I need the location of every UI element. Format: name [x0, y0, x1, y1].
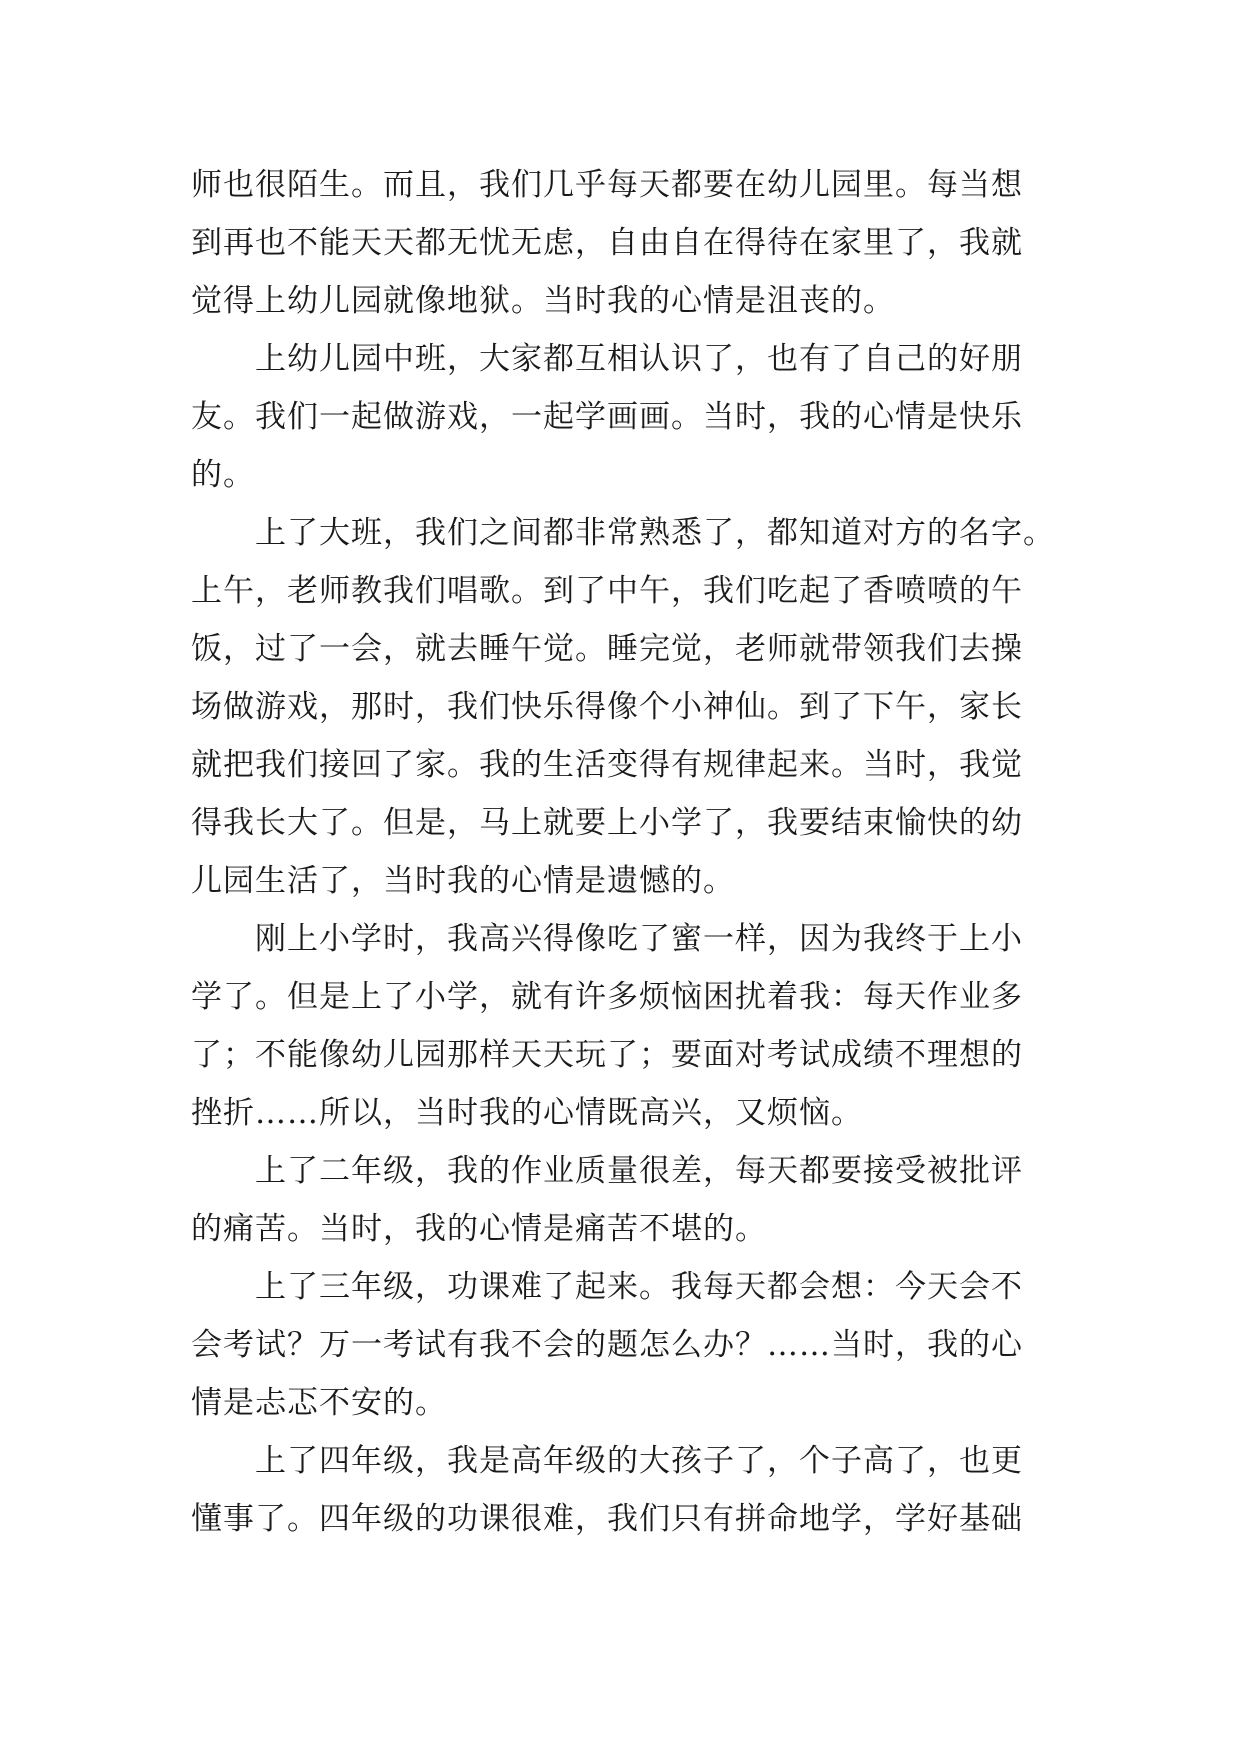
text-line: 懂事了。四年级的功课很难，我们只有拼命地学，学好基础 [191, 1501, 1023, 1537]
text-line: 场做游戏，那时，我们快乐得像个小神仙。到了下午，家长 [191, 689, 1023, 725]
paragraph-first-line: 上了三年级，功课难了起来。我每天都会想：今天会不 [255, 1269, 1023, 1305]
paragraph-first-line: 上了四年级，我是高年级的大孩子了，个子高了，也更 [255, 1443, 1023, 1479]
text-line: 了；不能像幼儿园那样天天玩了；要面对考试成绩不理想的 [191, 1037, 1023, 1073]
text-line: 师也很陌生。而且，我们几乎每天都要在幼儿园里。每当想 [191, 167, 1023, 203]
paragraph-first-line: 上了大班，我们之间都非常熟悉了，都知道对方的名字。 [255, 515, 1055, 551]
text-line: 的。 [191, 457, 255, 493]
paragraph-first-line: 刚上小学时，我高兴得像吃了蜜一样，因为我终于上小 [255, 921, 1023, 957]
text-line: 就把我们接回了家。我的生活变得有规律起来。当时，我觉 [191, 747, 1023, 783]
text-line: 到再也不能天天都无忧无虑，自由自在得待在家里了，我就 [191, 225, 1023, 261]
text-line: 友。我们一起做游戏，一起学画画。当时，我的心情是快乐 [191, 399, 1023, 435]
text-line: 觉得上幼儿园就像地狱。当时我的心情是沮丧的。 [191, 283, 895, 319]
text-line: 上午，老师教我们唱歌。到了中午，我们吃起了香喷喷的午 [191, 573, 1023, 609]
text-line: 学了。但是上了小学，就有许多烦恼困扰着我：每天作业多 [191, 979, 1023, 1015]
text-line: 儿园生活了，当时我的心情是遗憾的。 [191, 863, 735, 899]
text-line: 会考试？万一考试有我不会的题怎么办？……当时，我的心 [191, 1327, 1023, 1363]
text-line: 得我长大了。但是，马上就要上小学了，我要结束愉快的幼 [191, 805, 1023, 841]
text-line: 挫折……所以，当时我的心情既高兴，又烦恼。 [191, 1095, 863, 1131]
paragraph-first-line: 上幼儿园中班，大家都互相认识了，也有了自己的好朋 [255, 341, 1023, 377]
text-line: 饭，过了一会，就去睡午觉。睡完觉，老师就带领我们去操 [191, 631, 1023, 667]
paragraph-first-line: 上了二年级，我的作业质量很差，每天都要接受被批评 [255, 1153, 1023, 1189]
text-line: 情是忐忑不安的。 [191, 1385, 447, 1421]
text-line: 的痛苦。当时，我的心情是痛苦不堪的。 [191, 1211, 767, 1247]
